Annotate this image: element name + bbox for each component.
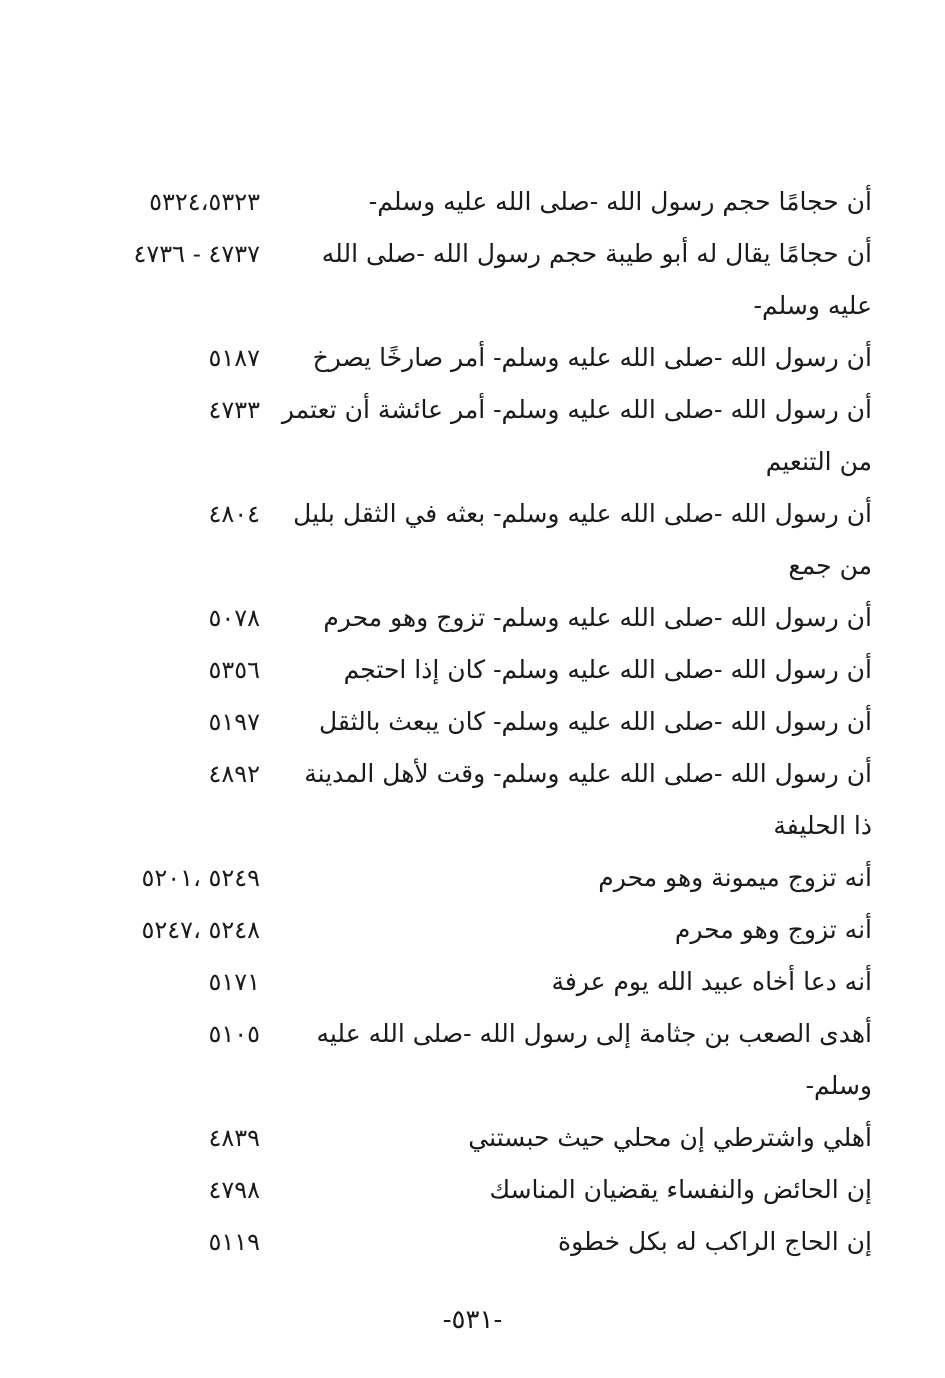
entry-reference: ٤٧٩٨ [208, 1176, 260, 1204]
entry-text: من التنعيم [765, 447, 872, 476]
entry-reference: ٤٨٩٢ [208, 760, 260, 788]
index-entry [60, 956, 872, 1008]
entry-text: أهلي واشترطي إن محلي حيث حبستني [468, 1123, 872, 1152]
index-entry [60, 644, 872, 696]
entry-text: إن الحاج الراكب له بكل خطوة [558, 1227, 872, 1256]
index-entry [60, 1112, 872, 1164]
entry-text: أهدى الصعب بن جثامة إلى رسول الله -صلى الله عليه [316, 1019, 872, 1048]
entry-text: أنه تزوج ميمونة وهو محرم [598, 863, 872, 892]
entry-reference: ٥٠٧٨ [208, 604, 260, 632]
entry-reference: ٥١١٩ [208, 1228, 260, 1256]
entry-text: أن رسول الله -صلى الله عليه وسلم- أمر صارخًا يصرخ [312, 343, 872, 372]
index-entry-continuation [60, 540, 872, 592]
entry-text: أنه دعا أخاه عبيد الله يوم عرفة [551, 967, 872, 996]
entry-text: ذا الحليفة [773, 811, 872, 840]
entry-reference: ٥١٩٧ [208, 708, 260, 736]
index-entry [60, 1164, 872, 1216]
entry-text: أن رسول الله -صلى الله عليه وسلم- كان إذا احتجم [343, 655, 872, 684]
entry-text: أن رسول الله -صلى الله عليه وسلم- تزوج وهو محرم [323, 603, 872, 632]
index-entry-continuation [60, 800, 872, 852]
index-entry [60, 904, 872, 956]
entry-reference: ٥١٠٥ [208, 1020, 260, 1048]
entry-text: من جمع [788, 551, 872, 580]
entry-text: عليه وسلم- [753, 291, 872, 320]
index-entry-continuation [60, 1060, 872, 1112]
entry-text: أن رسول الله -صلى الله عليه وسلم- وقت لأهل المدينة [304, 759, 872, 788]
index-entry [60, 176, 872, 228]
index-entry [60, 1216, 872, 1268]
entry-reference: ٥٣٥٦ [208, 656, 260, 684]
entry-text: أنه تزوج وهو محرم [674, 915, 872, 944]
entry-text: أن حجامًا حجم رسول الله -صلى الله عليه وسلم- [368, 187, 872, 216]
index-entry [60, 696, 872, 748]
entry-reference: ٥١٨٧ [208, 344, 260, 372]
page-number: -٥٣١- [442, 1305, 503, 1335]
index-entry [60, 1008, 872, 1060]
index-entry [60, 332, 872, 384]
index-entry [60, 748, 872, 800]
entry-text: أن رسول الله -صلى الله عليه وسلم- بعثه في الثقل بليل [293, 499, 872, 528]
index-entry [60, 592, 872, 644]
entry-reference: ٤٧٣٧ - ٤٧٣٦ [133, 240, 260, 268]
entry-text: أن حجامًا يقال له أبو طيبة حجم رسول الله -صلى الله [321, 239, 872, 268]
entry-reference: ٥١٧١ [208, 968, 260, 996]
index-entry [60, 488, 872, 540]
entry-text: أن رسول الله -صلى الله عليه وسلم- أمر عائشة أن تعتمر [281, 395, 872, 424]
index-entry [60, 852, 872, 904]
entry-reference: ٤٨٣٩ [208, 1124, 260, 1152]
index-entries [60, 176, 872, 1268]
index-entry-continuation [60, 436, 872, 488]
index-entry [60, 228, 872, 280]
entry-text: إن الحائض والنفساء يقضيان المناسك [489, 1175, 872, 1204]
entry-reference: ٥٢٤٨ ،٥٢٤٧ [141, 916, 260, 944]
index-entry-continuation [60, 280, 872, 332]
entry-reference: ٥٢٤٩ ،٥٢٠١ [141, 864, 260, 892]
entry-text: أن رسول الله -صلى الله عليه وسلم- كان يبعث بالثقل [318, 707, 872, 736]
entry-text: وسلم- [805, 1071, 872, 1100]
entry-reference: ٤٨٠٤ [208, 500, 260, 528]
entry-reference: ٤٧٣٣ [208, 396, 260, 424]
index-entry [60, 384, 872, 436]
entry-reference: ٥٣٢٤،٥٣٢٣ [149, 188, 260, 216]
